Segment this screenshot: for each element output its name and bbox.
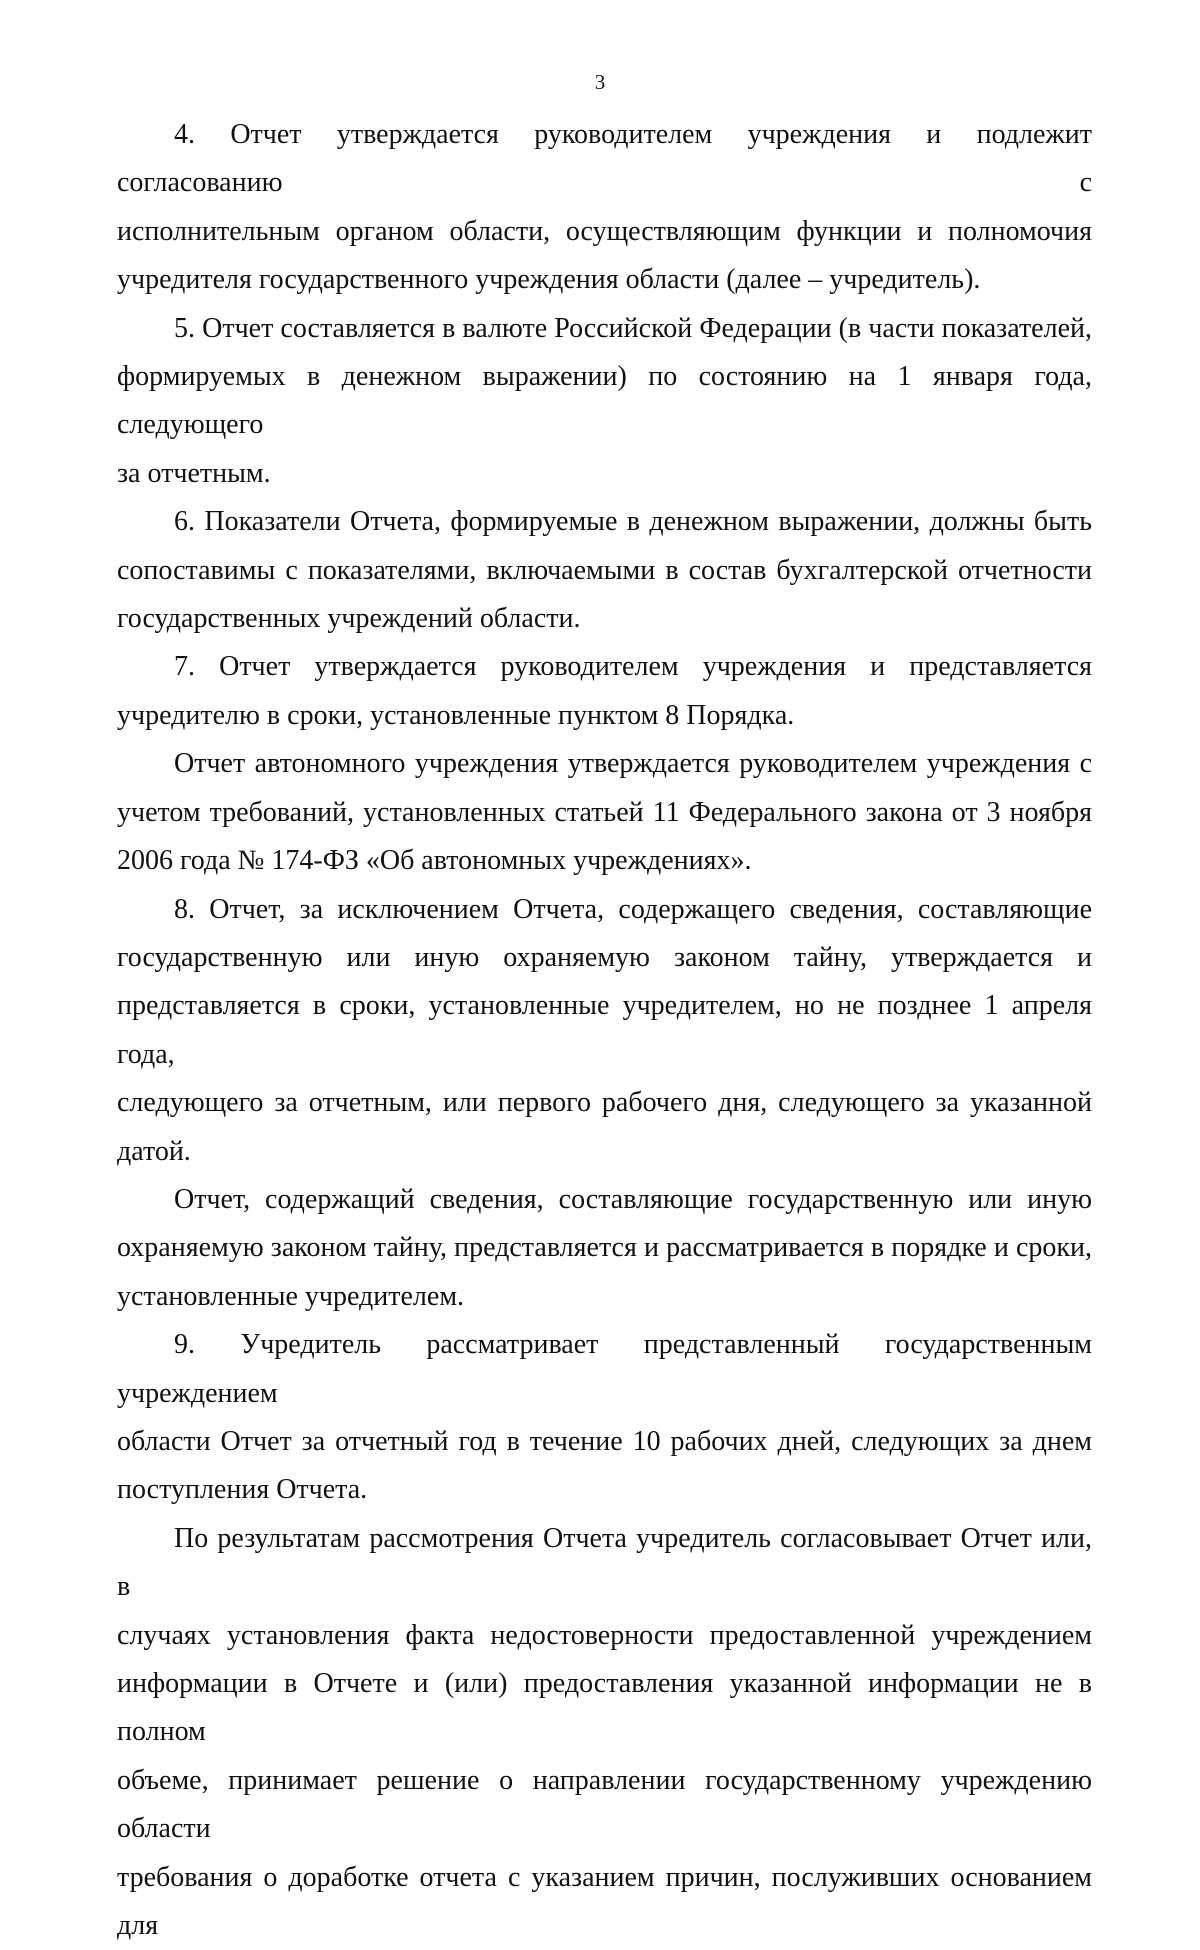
paragraph-line: 4. Отчет утверждается руководителем учреждения и подлежит согласованию с (117, 119, 1092, 199)
paragraph-line: учредителю в сроки, установленные пунктом 8 Порядка. (117, 699, 795, 731)
paragraph-line: По результатам рассмотрения Отчета учредитель согласовывает Отчет или, в (117, 1522, 1092, 1603)
paragraph (117, 111, 1092, 305)
paragraph-line: случаях установления факта недостоверности предоставленной учреждением (117, 1619, 1092, 1651)
paragraph-line: охраняемую законом тайну, представляется и рассматривается в порядке и сроки, (117, 1232, 1092, 1264)
paragraph-line: датой. (117, 1135, 191, 1167)
paragraph-line: поступления Отчета. (117, 1474, 368, 1506)
paragraph-line: 2006 года № 174-ФЗ «Об автономных учреждениях». (117, 845, 752, 877)
paragraph-line: 7. Отчет утверждается руководителем учреждения и представляется (174, 651, 1092, 683)
document-body (117, 111, 1092, 1950)
paragraph-line: Отчет, содержащий сведения, составляющие государственную или иную (174, 1183, 1092, 1215)
paragraph (117, 740, 1092, 885)
paragraph (117, 643, 1092, 740)
paragraph (117, 498, 1092, 643)
paragraph-line: информации в Отчете и (или) предоставления указанной информации не в полном (117, 1668, 1092, 1748)
paragraph-line: 9. Учредитель рассматривает представленный государственным учреждением (117, 1329, 1092, 1409)
paragraph (117, 1176, 1092, 1321)
paragraph-line: 5. Отчет составляется в валюте Российской Федерации (в части показателей, (174, 312, 1092, 344)
paragraph-line: области Отчет за отчетный год в течение 10 рабочих дней, следующих за днем (117, 1425, 1092, 1457)
paragraph-line: сопоставимы с показателями, включаемыми в состав бухгалтерской отчетности (117, 554, 1092, 586)
paragraph (117, 1321, 1092, 1515)
paragraph-line: формируемых в денежном выражении) по состоянию на 1 января года, следующего (117, 361, 1092, 441)
paragraph-line: Отчет автономного учреждения утверждается руководителем учреждения с (174, 748, 1092, 780)
paragraph-line: исполнительным органом области, осуществляющим функции и полномочия (117, 215, 1092, 247)
paragraph-line: за отчетным. (117, 457, 271, 489)
paragraph-line: учетом требований, установленных статьей 11 Федерального закона от 3 ноября (117, 796, 1092, 828)
paragraph-line: 8. Отчет, за исключением Отчета, содержащего сведения, составляющие (174, 893, 1092, 925)
paragraph-line: требования о доработке отчета с указанием причин, послуживших основанием для (117, 1861, 1092, 1942)
page-number: 3 (594, 70, 606, 94)
paragraph-line: государственную или иную охраняемую законом тайну, утверждается и (117, 941, 1092, 973)
paragraph-line: учредителя государственного учреждения области (далее – учредитель). (117, 264, 981, 296)
paragraph (117, 1515, 1092, 1950)
paragraph (117, 886, 1092, 1176)
paragraph-line: государственных учреждений области. (117, 603, 581, 635)
paragraph (117, 305, 1092, 499)
paragraph-line: 6. Показатели Отчета, формируемые в денежном выражении, должны быть (174, 506, 1092, 538)
paragraph-line: следующего за отчетным, или первого рабочего дня, следующего за указанной (117, 1087, 1092, 1119)
paragraph-line: объеме, принимает решение о направлении государственному учреждению области (117, 1764, 1092, 1845)
paragraph-line: представляется в сроки, установленные учредителем, но не позднее 1 апреля года, (117, 990, 1092, 1070)
paragraph-line: установленные учредителем. (117, 1280, 465, 1312)
